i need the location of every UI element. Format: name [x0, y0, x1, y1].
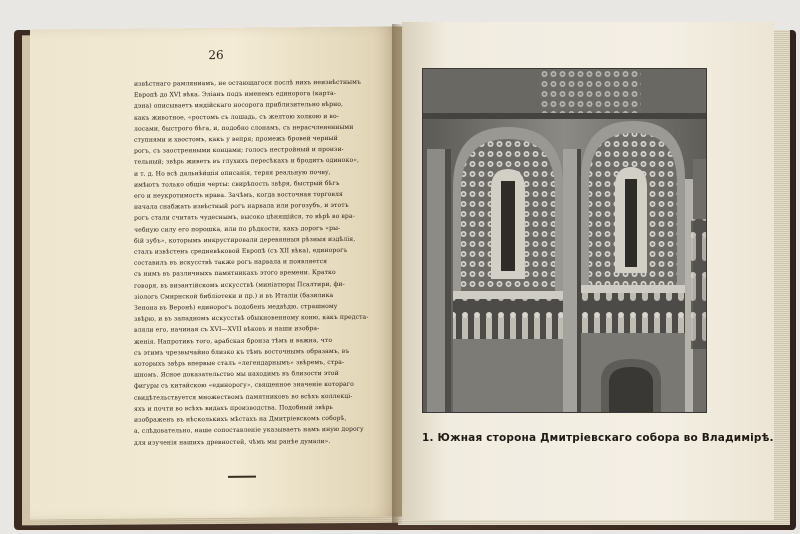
text-line: съ этимъ чрезвычайно близко къ тѣмъ восточнымъ образамъ, въ — [134, 347, 350, 357]
text-line: рогъ, съ заостренными концами; голосъ нестройный и пронзи- — [134, 146, 344, 155]
end-rule — [228, 476, 256, 478]
text-line: имѣютъ только общія черты: свирѣпость звѣря, быстрый бѣгъ — [134, 179, 340, 189]
text-line: шномъ. Ясное доказательство мы находимъ въ близости этой — [134, 370, 339, 379]
left-page — [30, 26, 402, 519]
text-line: зіологъ Смирнской библіотеки и пр.) и въ Италіи (базилика — [134, 291, 334, 301]
text-line: говоря, въ византійскомъ искусствѣ (миніатюры Псалтири, фи- — [134, 280, 345, 290]
cathedral-illustration — [423, 69, 706, 412]
text-line: бій зубъ», которымъ инкрустировали деревянныя рѣзныя издѣлія, — [134, 235, 356, 245]
text-line: тельный; звѣрь живетъ въ глухихъ пересѣкахъ и бродитъ одиноко», — [134, 157, 360, 167]
text-line: какъ животное, «ростомъ съ лошадь, съ желтою холкою и во- — [134, 112, 339, 122]
text-line: съ нимъ въ различныхъ памятникахъ этого времени. Кратко — [134, 269, 336, 279]
text-line: а, слѣдовательно, наше сопоставленіе указываетъ намъ иную дорогу — [134, 426, 364, 436]
photo-caption: 1. Южная сторона Дмитріевскаго собора во Владимірѣ. — [422, 432, 774, 444]
right-page — [402, 22, 774, 520]
text-line: сталъ извѣстенъ средневѣковой Европѣ (съ XII вѣка), единорогъ — [134, 246, 348, 256]
text-line: извѣстнаго рамляниамъ, не остающагося послѣ нихъ неизвѣстнымъ — [134, 78, 361, 88]
text-line: ступнями и хвостомъ, какъ у вепря; промежъ бровей черный — [134, 134, 338, 144]
text-line: звѣрю, и въ западномъ искусствѣ обыкновенному коню, какъ предста- — [134, 313, 369, 323]
text-line: начала снабжать извѣстный рогъ нарвала или рогозубъ, и этотъ — [134, 202, 349, 211]
book-gutter — [392, 24, 408, 524]
text-line: женія. Напротивъ того, арабская бронза тѣмъ и важна, что — [134, 336, 333, 346]
text-line: Зенона въ Веронѣ) единорогъ подобенъ медвѣдю, страшному — [134, 303, 338, 312]
text-line: вляли его, начиная съ XVI—XVII вѣковъ и наши изобра- — [134, 325, 320, 335]
text-line: чебную силу его порошка, или по рѣдкости, какъ дорогъ «ры- — [134, 224, 341, 234]
text-line: и т. д. Но всѣ дальнѣйшія описанія, теряя реальную почву, — [134, 168, 331, 178]
text-line: которыхъ звѣрь впервые сталъ «легендарнымъ» звѣремъ, стра- — [134, 358, 345, 368]
text-line: для изученія нашихъ древностей, чѣмъ мы ранѣе думали». — [134, 437, 331, 447]
page-number: 26 — [208, 47, 224, 63]
text-line: свидѣтельствуется множествомъ памятниковъ во всѣхъ коллекці- — [134, 392, 353, 402]
text-line: рогъ стали считать чудеснымъ, высоко цѣнящійся, то вѣрѣ во вра- — [134, 213, 355, 223]
text-line: составилъ въ искусствѣ также рогъ нарвала и появляется — [134, 258, 328, 267]
cathedral-photo — [422, 68, 707, 413]
text-line: лосами, быстрого бѣга, и, подобно слонамъ, съ нерасчлененными — [134, 123, 354, 133]
text-line: дэна) описываетъ индійскаго носорога приблизительно вѣрно, — [134, 101, 344, 111]
text-line: изображенъ въ нѣсколькихъ мѣстахъ на Дмитріевскомъ соборѣ, — [134, 414, 347, 424]
body-text — [134, 77, 376, 449]
text-line: Европѣ до XVI вѣка. Эліанъ подъ именемъ единорога (карта- — [134, 90, 336, 99]
text-line: яхъ и почти во всѣхъ видахъ производства. Подобный звѣрь — [134, 403, 333, 413]
text-line: его и неукротимость нрава. Зачѣмъ, когда восточная торговля — [134, 190, 343, 200]
text-line: фигуры съ китайскою «единорогу», священное значеніе котораго — [134, 381, 354, 391]
